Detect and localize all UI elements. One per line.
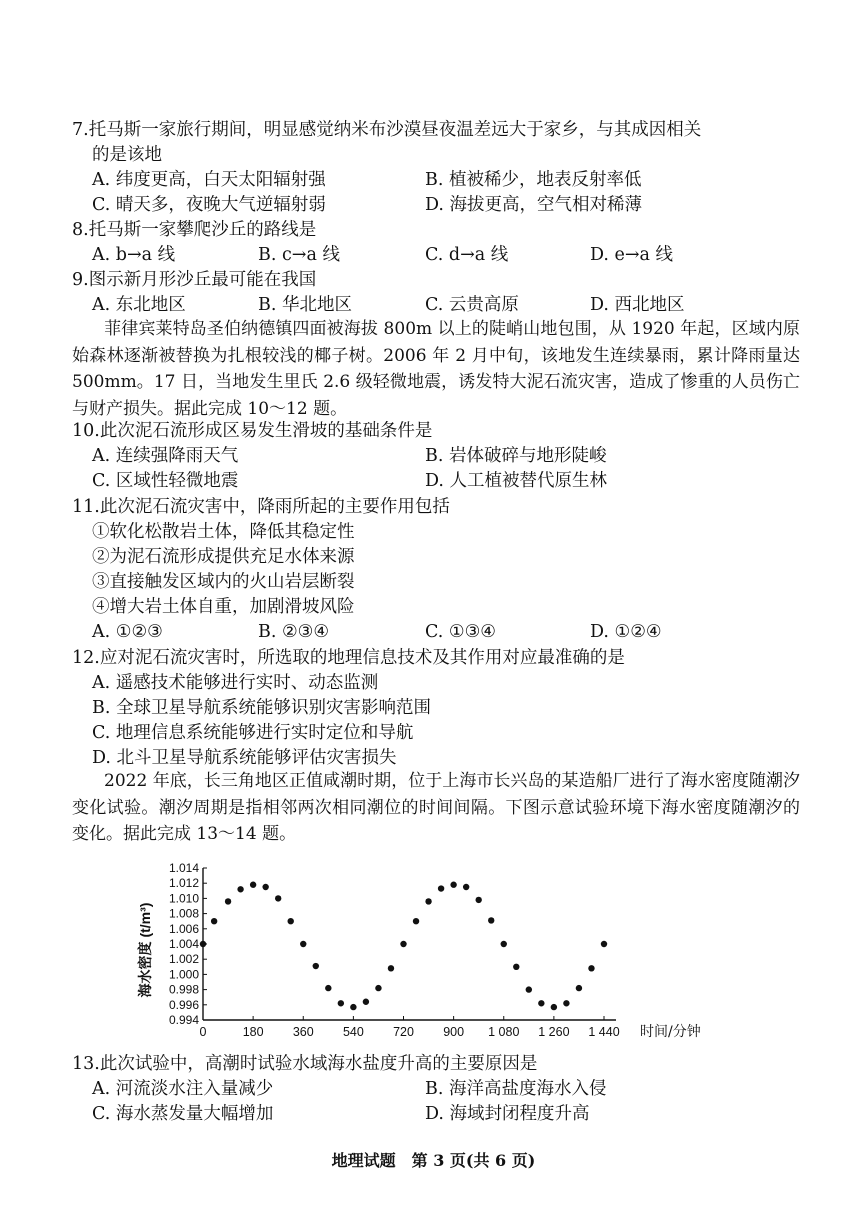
q8-option-c: C. d→a 线 xyxy=(425,245,509,265)
q9-stem: 9.图示新月形沙丘最可能在我国 xyxy=(72,270,317,290)
chart-x-axis-label: 时间/分钟 xyxy=(640,1024,701,1040)
q7-option-a: A. 纬度更高，白天太阳辐射强 xyxy=(92,170,326,190)
q9-option-b: B. 华北地区 xyxy=(258,295,352,315)
data-point xyxy=(413,918,419,924)
y-tick-label: 0.994 xyxy=(168,1013,199,1027)
x-tick-label: 180 xyxy=(242,1025,264,1039)
data-point xyxy=(563,1000,569,1006)
y-tick-label: 1.006 xyxy=(168,921,199,936)
q12-option-d: D. 北斗卫星导航系统能够评估灾害损失 xyxy=(92,748,397,768)
data-point xyxy=(200,941,206,947)
q8-stem: 8.托马斯一家攀爬沙丘的路线是 xyxy=(72,220,317,240)
data-point xyxy=(526,986,532,992)
x-tick-label: 1 080 xyxy=(488,1025,520,1039)
x-tick-label: 360 xyxy=(292,1025,314,1039)
chart-points xyxy=(200,882,607,1011)
q10-stem: 10.此次泥石流形成区易发生滑坡的基础条件是 xyxy=(72,421,433,441)
q11-option-b: B. ②③④ xyxy=(258,622,330,642)
y-tick-label: 1.008 xyxy=(168,906,199,921)
q13-stem: 13.此次试验中，高潮时试验水域海水盐度升高的主要原因是 xyxy=(72,1054,538,1074)
q8-option-d: D. e→a 线 xyxy=(590,245,674,265)
q10-option-c: C. 区域性轻微地震 xyxy=(92,471,239,491)
data-point xyxy=(363,999,369,1005)
data-point xyxy=(225,898,231,904)
passage-13-14-text: 2022 年底，长三角地区正值咸潮时期，位于上海市长兴岛的某造船厂进行了海水密度随潮汐变化试验。潮汐周期是指相邻两次相同潮位的时间间隔。下图示意试验环境下海水密度随潮汐的变化。据此完成 13～14 题。 xyxy=(72,771,800,844)
x-tick-label: 720 xyxy=(393,1025,414,1039)
data-point xyxy=(237,886,243,892)
data-point xyxy=(288,918,294,924)
q12-option-b: B. 全球卫星导航系统能够识别灾害影响范围 xyxy=(92,698,431,718)
q11-item-3: ③直接触发区域内的火山岩层断裂 xyxy=(92,572,355,592)
data-point xyxy=(350,1004,356,1010)
data-point xyxy=(211,918,217,924)
data-point xyxy=(300,941,306,947)
passage-13-14 xyxy=(72,768,800,848)
data-point xyxy=(551,1004,557,1010)
x-tick-label: 0 xyxy=(199,1025,207,1039)
q13-option-d: D. 海域封闭程度升高 xyxy=(425,1104,590,1124)
q13-option-c: C. 海水蒸发量大幅增加 xyxy=(92,1104,274,1124)
q9-option-c: C. 云贵高原 xyxy=(425,295,519,315)
q7-option-b: B. 植被稀少，地表反射率低 xyxy=(425,170,642,190)
page-footer: 地理试题 第 3 页(共 6 页) xyxy=(331,1151,536,1170)
chart-axes xyxy=(203,868,616,1020)
q10-option-a: A. 连续强降雨天气 xyxy=(92,446,239,466)
q11-option-c: C. ①③④ xyxy=(425,622,496,642)
passage-10-12-text: 菲律宾莱特岛圣伯纳德镇四面被海拔 800m 以上的陡峭山地包围，从 1920 年起，区域内原始森林逐渐被替换为扎根较浅的椰子树。2006 年 2 月中旬，该地发生连续暴雨，累计降雨量达 500mm。17 日，当地发生里氏 2.6 级轻微地震，诱发特大泥石流灾害，造成了惨重的人员伤亡与财产损失。据此完成 10～12 题。 xyxy=(72,319,800,419)
data-point xyxy=(475,897,481,903)
chart-y-axis-label: 海水密度 (t/m³) xyxy=(137,902,153,998)
data-point xyxy=(588,965,594,971)
data-point xyxy=(488,917,494,923)
q12-option-a: A. 遥感技术能够进行实时、动态监测 xyxy=(92,673,379,693)
seawater-density-chart xyxy=(130,852,730,1052)
x-tick-label: 540 xyxy=(342,1025,364,1039)
q8-option-b: B. c→a 线 xyxy=(258,245,340,265)
data-point xyxy=(576,985,582,991)
q7-option-d: D. 海拔更高，空气相对稀薄 xyxy=(425,195,643,215)
data-point xyxy=(400,941,406,947)
y-tick-label: 0.998 xyxy=(168,982,199,997)
x-tick-label: 900 xyxy=(443,1025,465,1039)
data-point xyxy=(425,898,431,904)
y-tick-label: 1.002 xyxy=(168,952,199,967)
q10-option-b: B. 岩体破碎与地形陡峻 xyxy=(425,446,607,466)
q9-option-a: A. 东北地区 xyxy=(92,295,186,315)
q11-item-2: ②为泥石流形成提供充足水体来源 xyxy=(92,547,355,567)
data-point xyxy=(450,882,456,888)
x-tick-label: 1 260 xyxy=(538,1025,570,1039)
data-point xyxy=(463,884,469,890)
data-point xyxy=(262,884,268,890)
q7-stem-line1: 7.托马斯一家旅行期间，明显感觉纳米布沙漠昼夜温差远大于家乡，与其成因相关 xyxy=(72,120,702,140)
y-tick-label: 1.014 xyxy=(168,861,199,875)
q11-stem: 11.此次泥石流灾害中，降雨所起的主要作用包括 xyxy=(72,497,450,517)
y-tick-label: 1.010 xyxy=(168,891,199,906)
y-tick-label: 0.996 xyxy=(168,997,199,1012)
x-tick-label: 1 440 xyxy=(588,1025,620,1039)
q7-option-c: C. 晴天多，夜晚大气逆辐射弱 xyxy=(92,195,326,215)
data-point xyxy=(338,1000,344,1006)
q11-option-a: A. ①②③ xyxy=(92,622,163,642)
y-tick-label: 1.000 xyxy=(168,967,199,982)
data-point xyxy=(513,964,519,970)
q10-option-d: D. 人工植被替代原生林 xyxy=(425,471,608,491)
data-point xyxy=(538,1000,544,1006)
data-point xyxy=(375,985,381,991)
data-point xyxy=(313,963,319,969)
q13-option-a: A. 河流淡水注入量减少 xyxy=(92,1079,274,1099)
data-point xyxy=(275,895,281,901)
q11-item-4: ④增大岩土体自重，加剧滑坡风险 xyxy=(92,597,355,617)
q11-item-1: ①软化松散岩土体，降低其稳定性 xyxy=(92,522,355,542)
data-point xyxy=(601,941,607,947)
q7-stem-line2: 的是该地 xyxy=(92,145,162,165)
data-point xyxy=(501,941,507,947)
q13-option-b: B. 海洋高盐度海水入侵 xyxy=(425,1079,607,1099)
q11-option-d: D. ①②④ xyxy=(590,622,662,642)
data-point xyxy=(325,985,331,991)
q12-option-c: C. 地理信息系统能够进行实时定位和导航 xyxy=(92,723,414,743)
y-tick-label: 1.012 xyxy=(168,876,199,891)
q12-stem: 12.应对泥石流灾害时，所选取的地理信息技术及其作用对应最准确的是 xyxy=(72,648,625,668)
data-point xyxy=(250,882,256,888)
data-point xyxy=(438,885,444,891)
q8-option-a: A. b→a 线 xyxy=(92,245,176,265)
y-tick-label: 1.004 xyxy=(168,937,199,951)
data-point xyxy=(388,965,394,971)
q9-option-d: D. 西北地区 xyxy=(590,295,685,315)
passage-10-12 xyxy=(72,316,800,422)
